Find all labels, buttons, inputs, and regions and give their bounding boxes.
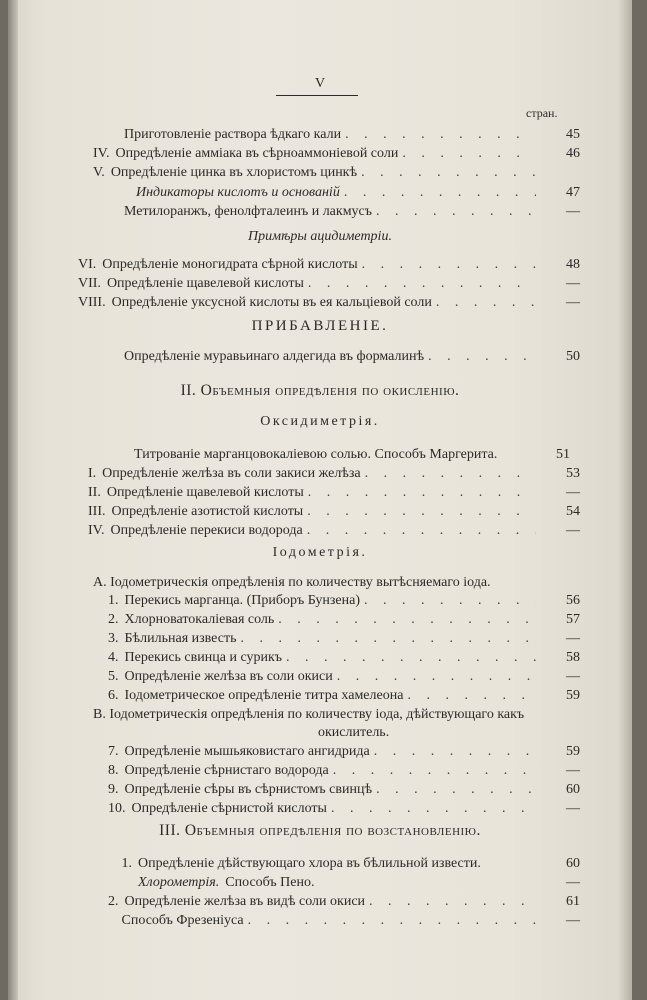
toc-entry-number: 8. [108, 763, 119, 778]
toc-entry-text: Титрованіе марганцовокаліевою солью. Способъ Маргерита. [134, 447, 498, 462]
toc-row [88, 484, 580, 502]
page-column-label: стран. [526, 106, 558, 120]
toc-entry-number: 1. [108, 593, 119, 608]
toc-row [88, 465, 580, 483]
toc-entry-number: 4. [108, 650, 119, 665]
toc-entry-text: Опредѣленіе цинка въ хлористомъ цинкѣ [110, 165, 358, 180]
leader-dots [376, 781, 536, 799]
toc-entry-number: 5. [108, 669, 119, 684]
book-page [8, 0, 632, 1000]
section-ii-heading: II. Объемныя опредѣленія по окисленію. [180, 382, 460, 399]
leader-dots [407, 687, 536, 705]
toc-entry-number: 3. [108, 631, 119, 646]
examples-heading: Примѣры ацидиметріи. [248, 229, 392, 244]
toc-entry-text: Хлорноватокаліевая соль [124, 612, 275, 627]
toc-page-number: 61 [566, 894, 580, 909]
toc-page-number: — [566, 801, 580, 816]
toc-entry-text: Опредѣленіе желѣза въ соли окиси [124, 669, 333, 684]
page-gutter [8, 0, 18, 1000]
toc-entry-text: Приготовленіе раствора ѣдкаго кали [124, 127, 342, 142]
toc-entry-text: Опредѣленіе муравьинаго алдегида въ формалинѣ [124, 349, 425, 364]
toc-row [108, 874, 580, 892]
iodometry-b-heading: В. Іодометрическія опредѣленія по количеству іода, дѣйствующаго какъ [93, 707, 525, 722]
toc-entry-text: Опредѣленіе моногидрата сѣрной кислоты [102, 257, 358, 272]
toc-page-number: — [566, 276, 580, 291]
toc-row [88, 522, 580, 540]
toc-entry-number: 10. [108, 801, 126, 816]
toc-entry-text: Бѣлильная известь [124, 631, 237, 646]
toc-entry-number: 6. [108, 688, 119, 703]
toc-entry-number: 9. [108, 782, 119, 797]
toc-row [124, 126, 580, 144]
toc-entry-number: VI. [78, 257, 97, 272]
toc-entry-number: IV. [93, 146, 110, 161]
toc-entry-text: Способъ Фрезеніуса [121, 913, 244, 928]
toc-page-number: — [566, 875, 580, 890]
leader-dots [308, 275, 536, 293]
toc-entry-text: Опредѣленіе сѣры въ сѣрнистомъ свинцѣ [124, 782, 373, 797]
toc-entry-text: Способъ Пено. [225, 875, 315, 890]
toc-page-number: 58 [566, 650, 580, 665]
leader-dots [286, 649, 536, 667]
toc-row [108, 893, 580, 911]
toc-page-number: — [566, 485, 580, 500]
leader-dots [345, 126, 536, 144]
toc-page-number: 59 [566, 688, 580, 703]
toc-entry-number: VII. [78, 276, 101, 291]
appendix-heading: ПРИБАВЛЕНІЕ. [251, 318, 389, 334]
toc-page-number: 45 [566, 127, 580, 142]
toc-row [93, 145, 580, 163]
toc-row [108, 912, 580, 930]
toc-row [108, 668, 580, 686]
toc-row [108, 630, 580, 648]
oxidimetry-heading: Оксидиметрія. [260, 414, 380, 429]
toc-page-number: 57 [566, 612, 580, 627]
toc-row [108, 781, 580, 799]
toc-entry-text: Перекись марганца. (Приборъ Бунзена) [124, 593, 360, 608]
toc-entry-number: II. [88, 485, 101, 500]
toc-entry-text: Опредѣленіе перекиси водорода [110, 523, 303, 538]
toc-row [108, 649, 580, 667]
toc-page-number: — [566, 631, 580, 646]
leader-dots [361, 164, 536, 182]
toc-row [108, 592, 580, 610]
toc-row [136, 184, 580, 202]
toc-page-number: 46 [566, 146, 580, 161]
toc-entry-number: 2. [108, 894, 119, 909]
toc-page-number: 59 [566, 744, 580, 759]
iodometry-b-heading-cont: окислитель. [318, 725, 390, 740]
toc-row [108, 800, 580, 818]
toc-page-number: 56 [566, 593, 580, 608]
toc-entry-number: I. [88, 466, 97, 481]
toc-page-number: — [566, 763, 580, 778]
toc-entry-number: 2. [108, 612, 119, 627]
toc-entry-text: Индикаторы кислотъ и основаній [136, 185, 340, 200]
leader-dots [402, 145, 536, 163]
toc-row [78, 275, 580, 293]
leader-dots [240, 630, 536, 648]
toc-row [108, 611, 580, 629]
toc-entry-text: Опредѣленіе сѣрнистаго водорода [124, 763, 329, 778]
toc-page-number: 60 [566, 856, 580, 871]
section-iii-heading: III. Объемныя опредѣленія по возстановленію. [159, 822, 481, 839]
toc-page-number: 50 [566, 349, 580, 364]
toc-page-number: 51 [556, 447, 570, 462]
toc-entry-number: IV. [88, 523, 105, 538]
toc-row [108, 855, 580, 873]
toc-entry-text: Опредѣленіе уксусной кислоты въ ея кальціевой соли [111, 295, 432, 310]
toc-entry-number: III. [88, 504, 106, 519]
toc-row [124, 203, 580, 221]
toc-row [108, 687, 580, 705]
leader-dots [374, 743, 536, 761]
toc-row-appendix [124, 348, 580, 366]
toc-entry-text: Опредѣленіе желѣза въ соли закиси желѣза [102, 466, 361, 481]
toc-page-number: — [566, 523, 580, 538]
leader-dots [436, 294, 536, 312]
toc-entry-number: 1. [121, 856, 132, 871]
toc-row [108, 762, 580, 780]
leader-dots [428, 348, 536, 366]
toc-page-number: 53 [566, 466, 580, 481]
leader-dots [369, 893, 536, 911]
toc-row [108, 743, 580, 761]
leader-dots [364, 592, 536, 610]
iodometry-a-heading: А. Іодометрическія опредѣленія по количеству вытѣсняемаго іода. [93, 575, 491, 590]
leader-dots [337, 668, 536, 686]
toc-row [93, 164, 580, 182]
toc-page-number: 54 [566, 504, 580, 519]
toc-entry-text: Опредѣленіе азотистой кислоты [111, 504, 304, 519]
toc-entry-text: Опредѣленіе мышьяковистаго ангидрида [124, 744, 370, 759]
toc-entry-number: 7. [108, 744, 119, 759]
toc-page-number: 60 [566, 782, 580, 797]
leader-dots [331, 800, 536, 818]
leader-dots [365, 465, 536, 483]
toc-entry-italic-label: Хлорометрія. [138, 875, 220, 890]
toc-entry-number: V. [93, 165, 105, 180]
toc-row [78, 294, 580, 312]
toc-entry-number: VIII. [78, 295, 106, 310]
toc-entry-text: Метилоранжъ, фенолфталеинъ и лакмусъ [124, 204, 373, 219]
leader-dots [278, 611, 536, 629]
toc-entry-text: Опредѣленіе амміака въ сѣрноаммоніевой соли [115, 146, 399, 161]
leader-dots [248, 912, 536, 930]
leader-dots [333, 762, 536, 780]
toc-page-number: 48 [566, 257, 580, 272]
toc-entry-text: Перекись свинца и сурикъ [124, 650, 282, 665]
toc-entry-text: Іодометрическое опредѣленіе титра хамелеона [124, 688, 404, 703]
toc-page-number: 47 [566, 185, 580, 200]
toc-row [88, 503, 580, 521]
toc-page-number: — [566, 669, 580, 684]
leader-dots [307, 503, 536, 521]
toc-page-number: — [566, 913, 580, 928]
leader-dots [307, 522, 536, 540]
leader-dots [362, 256, 536, 274]
toc-entry-text: Опредѣленіе щавелевой кислоты [106, 276, 304, 291]
leader-dots [308, 484, 536, 502]
toc-entry-text: Опредѣленіе щавелевой кислоты [106, 485, 304, 500]
toc-page-number: — [566, 295, 580, 310]
toc-entry-text: Опредѣленіе сѣрнистой кислоты [131, 801, 327, 816]
leader-dots [376, 203, 536, 221]
page-numeral: V [314, 76, 326, 91]
toc-entry-text: Опредѣленіе желѣза въ видѣ соли окиси [124, 894, 366, 909]
page-edge [618, 0, 632, 1000]
iodometry-heading: Іодометрія. [272, 545, 368, 560]
toc-row [78, 256, 580, 274]
toc-page-number: — [566, 204, 580, 219]
leader-dots [344, 184, 536, 202]
toc-entry-text: Опредѣленіе дѣйствующаго хлора въ бѣлильной извести. [138, 856, 481, 871]
toc-row-oxidimetry-intro [134, 446, 570, 464]
header-rule [276, 95, 358, 96]
